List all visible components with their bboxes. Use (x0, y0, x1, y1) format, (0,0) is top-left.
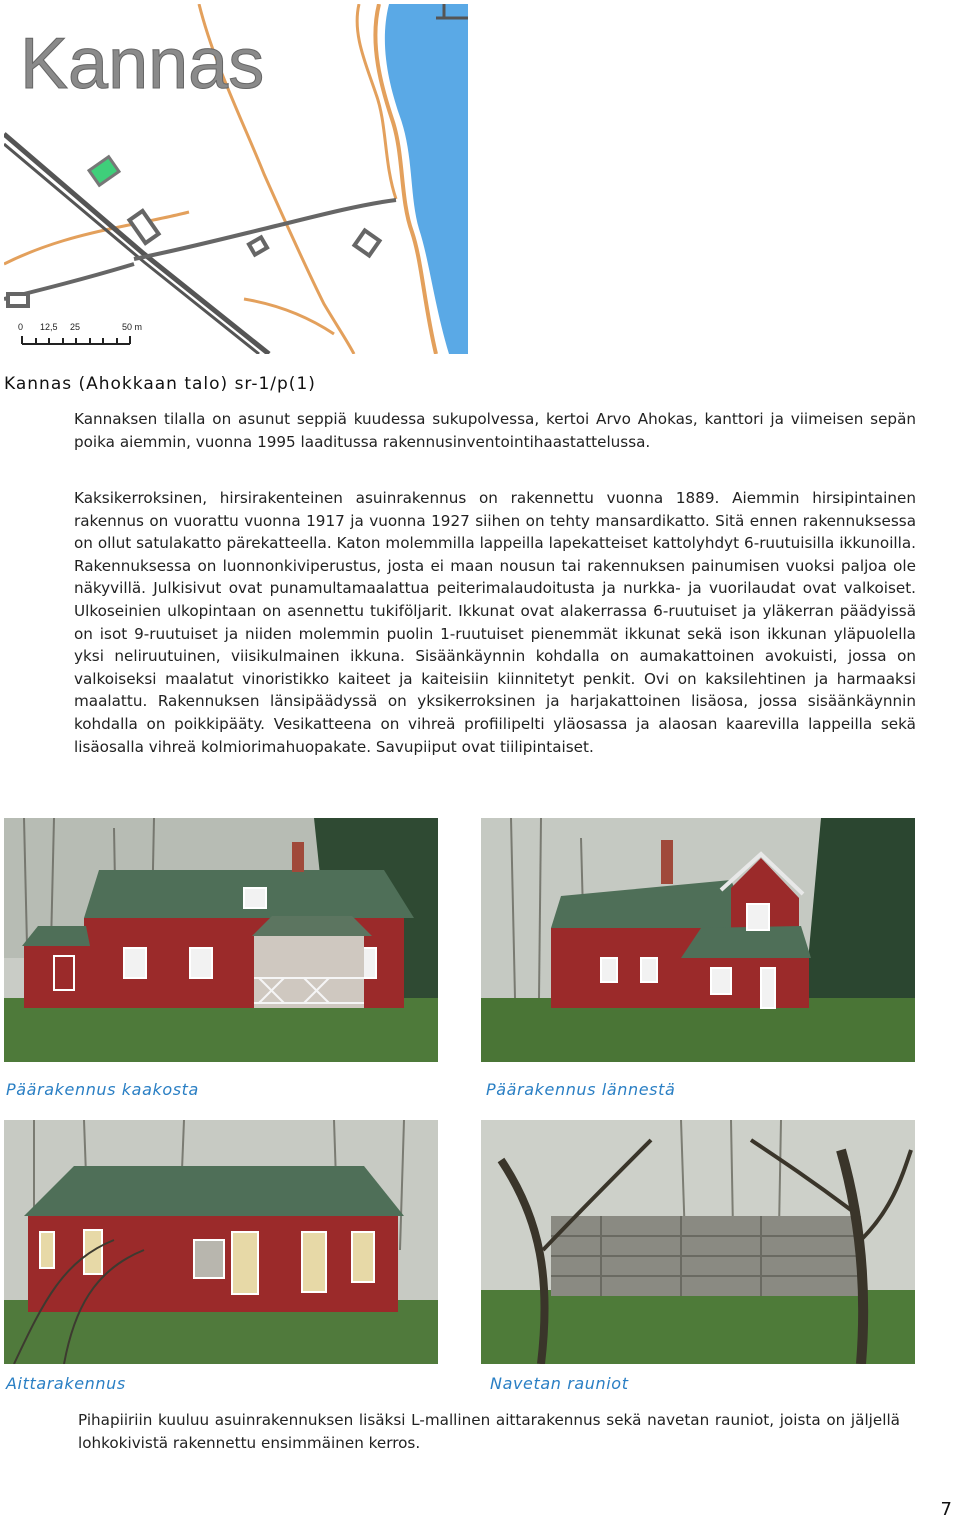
map-place-label: Kannas (20, 24, 265, 104)
map-building-grey-4 (8, 294, 28, 306)
scale-tick-25: 25 (70, 322, 81, 332)
paragraph-main-building: Kaksikerroksinen, hirsirakenteinen asuinrakennus on rakennettu vuonna 1889. Aiemmin hirsipintainen rakennus on vuorattu vuonna 1917 ja vuonna 1927 siihen on tehty mansardikatto. Sitä ennen rakennuksessa on ollut satulakatto pärekatteella. Katon molemmilla lappeilla lapekatteiset kattolyhdyt 6-ruutuisilla ikkunoilla. Rakennuksessa on luonnonkiviperustus, josta ei maan nousun tai rakennuksen painumisen vuoksi paljoa ole näkyvillä. Julkisivut ovat punamultamaalattua peiterimalaudoitusta ja nurkka- ja vuorilaudat ovat valkoiset. Ulkoseinien ulkopintaan on asennettu tukiföljarit. Ikkunat ovat alakerrassa 6-ruutuiset ja yläkerran päädyissä on isot 9-ruutuiset ja niiden molemmin puolin 1-ruutuiset pienemmät ikkunat sekä ison ikkunan yläpuolella yksi neliruutuinen, viisikulmainen ikkuna. Sisäänkäynnin kohdalla on aumakattoinen avokuisti, jossa on valkoiseksi maalatut vinoristikko kaiteet ja kaiteisiin kiinnitetyt penkit. Ovi on kaksilehtinen ja harmaaksi maalattu. Rakennuksen länsipäädyssä on yksikerroksinen ja harjakattoinen lisäosa, jossa sisäänkäynnin kohdalla on poikkipääty. Vesikatteena on vihreä profiilipelti yläosassa ja alaosan kaarevilla lappeilla sekä lisäosalla vihreä kolmiorimahuopakate. Savupiiput ovat tiilipintaiset. (74, 489, 916, 756)
map-road-main (4, 134, 269, 354)
map-building-grey-3 (354, 230, 379, 255)
photo-main-building-west (481, 818, 915, 1062)
site-map (4, 4, 468, 354)
caption-barn-ruins: Navetan rauniot (490, 1374, 629, 1393)
caption-main-building-southeast: Päärakennus kaakosta (6, 1080, 199, 1099)
scale-tick-50: 50 m (122, 322, 143, 332)
map-scale-bar (18, 322, 142, 344)
page-number: 7 (940, 1499, 952, 1520)
map-building-grey-2 (249, 237, 267, 254)
photo-storehouse (4, 1120, 438, 1364)
map-building-grey-1 (129, 211, 158, 243)
paragraph-yard: Pihapiiriin kuuluu asuinrakennuksen lisäksi L-mallinen aittarakennus sekä navetan rauniot, joista on jäljellä lohkokivistä rakennettu ensimmäinen kerros. (78, 1411, 900, 1452)
section-heading: Kannas (Ahokkaan talo) sr-1/p(1) (4, 374, 316, 394)
map-path-orange-2 (4, 212, 189, 264)
caption-main-building-west: Päärakennus lännestä (486, 1080, 676, 1099)
paragraph-history: Kannaksen tilalla on asunut seppiä kuudessa sukupolvessa, kertoi Arvo Ahokas, kanttori ja viimeisen sepän poika aiemmin, vuonna 1995 laaditussa rakennusinventointihaastattelussa. (74, 410, 916, 451)
scale-tick-12-5: 12,5 (40, 322, 58, 332)
scale-tick-0: 0 (18, 322, 24, 332)
photo-main-building-southeast (4, 818, 438, 1062)
map-drawing (4, 4, 468, 354)
map-building-green (89, 157, 119, 186)
caption-storehouse: Aittarakennus (6, 1374, 126, 1393)
photo-barn-ruins (481, 1120, 915, 1364)
map-path-orange-3 (244, 299, 334, 334)
